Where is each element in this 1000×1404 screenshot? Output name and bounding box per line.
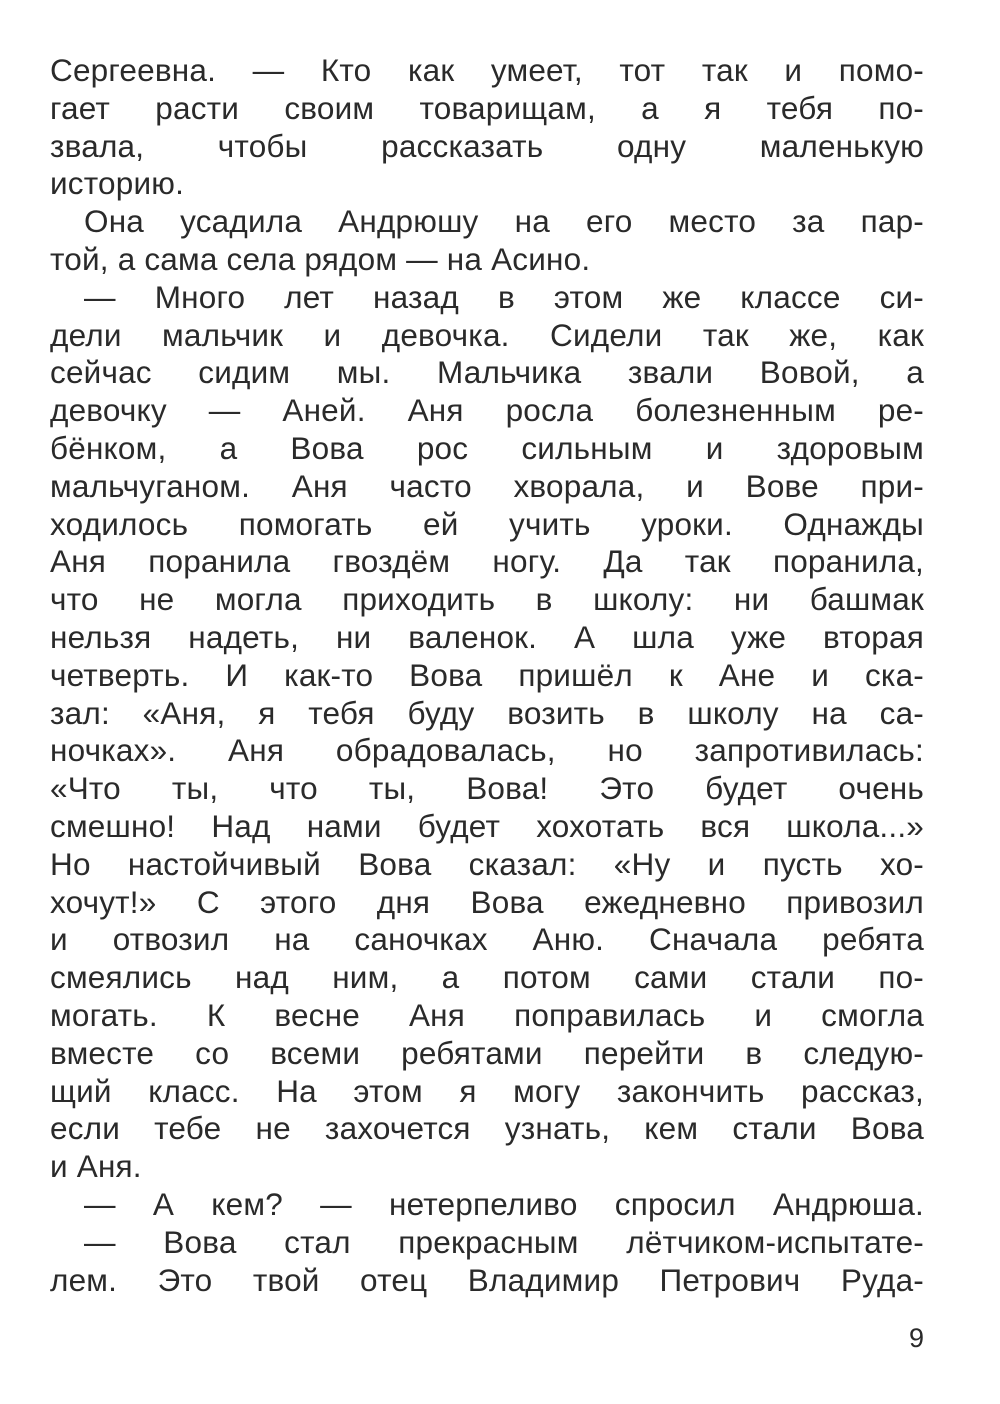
paragraph xyxy=(50,203,924,279)
text-line: если тебе не захочется узнать, кем стали Вова xyxy=(50,1110,924,1147)
page-number: 9 xyxy=(908,1323,924,1353)
text-line: сейчас сидим мы. Мальчика звали Вовой, а xyxy=(50,354,924,391)
page-body xyxy=(50,52,924,1299)
text-line: вместе со всеми ребятами перейти в следую- xyxy=(50,1034,924,1071)
text-line: «Что ты, что ты, Вова! Это будет очень xyxy=(50,770,924,807)
text-line: Аня поранила гвоздём ногу. Да так поранила, xyxy=(50,543,924,580)
paragraph xyxy=(50,1224,924,1300)
text-line: Сергеевна. — Кто как умеет, тот так и помо- xyxy=(50,52,924,88)
text-line: мальчуганом. Аня часто хворала, и Вове при- xyxy=(50,467,924,504)
text-line: и Аня. xyxy=(50,1148,142,1185)
text-line: могать. К весне Аня поправилась и смогла xyxy=(50,996,924,1033)
text-line: смеялись над ним, а потом сами стали по- xyxy=(50,959,924,996)
text-line: бёнком, а Вова рос сильным и здоровым xyxy=(50,429,924,466)
paragraph xyxy=(50,1186,924,1224)
text-line: ходилось помогать ей учить уроки. Однажды xyxy=(50,505,924,542)
text-line: Но настойчивый Вова сказал: «Ну и пусть хо- xyxy=(50,845,924,882)
text-line: Она усадила Андрюшу на его место за пар- xyxy=(84,203,924,240)
text-line: той, а сама села рядом — на Асино. xyxy=(50,240,591,277)
text-line: — Вова стал прекрасным лётчиком-испытате- xyxy=(84,1223,924,1260)
text-line: нельзя надеть, ни валенок. А шла уже вторая xyxy=(50,618,924,655)
text-line: девочку — Аней. Аня росла болезненным ре- xyxy=(50,392,924,429)
text-line: — А кем? — нетерпеливо спросил Андрюша. xyxy=(84,1185,924,1222)
text-line: что не могла приходить в школу: ни башмак xyxy=(50,581,924,618)
paragraph xyxy=(50,279,924,1186)
text-line: историю. xyxy=(50,165,185,202)
text-line: хочут!» С этого дня Вова ежедневно привозил xyxy=(50,883,924,920)
text-line: дели мальчик и девочка. Сидели так же, как xyxy=(50,316,924,353)
text-line: зал: «Аня, я тебя буду возить в школу на са- xyxy=(50,694,924,731)
text-line: звала, чтобы рассказать одну маленькую xyxy=(50,127,924,164)
text-line: гает расти своим товарищам, а я тебя по- xyxy=(50,89,924,126)
text-line: четверть. И как-то Вова пришёл к Ане и ска- xyxy=(50,656,924,693)
text-line: смешно! Над нами будет хохотать вся школа...» xyxy=(50,807,924,844)
text-line: — Много лет назад в этом же классе си- xyxy=(84,278,924,315)
text-line: лем. Это твой отец Владимир Петрович Руда- xyxy=(50,1261,924,1298)
text-line: ночках». Аня обрадовалась, но запротивилась: xyxy=(50,732,924,769)
paragraph xyxy=(50,52,924,203)
text-line: и отвозил на саночках Аню. Сначала ребята xyxy=(50,921,924,958)
text-line: щий класс. На этом я могу закончить рассказ, xyxy=(50,1072,924,1109)
